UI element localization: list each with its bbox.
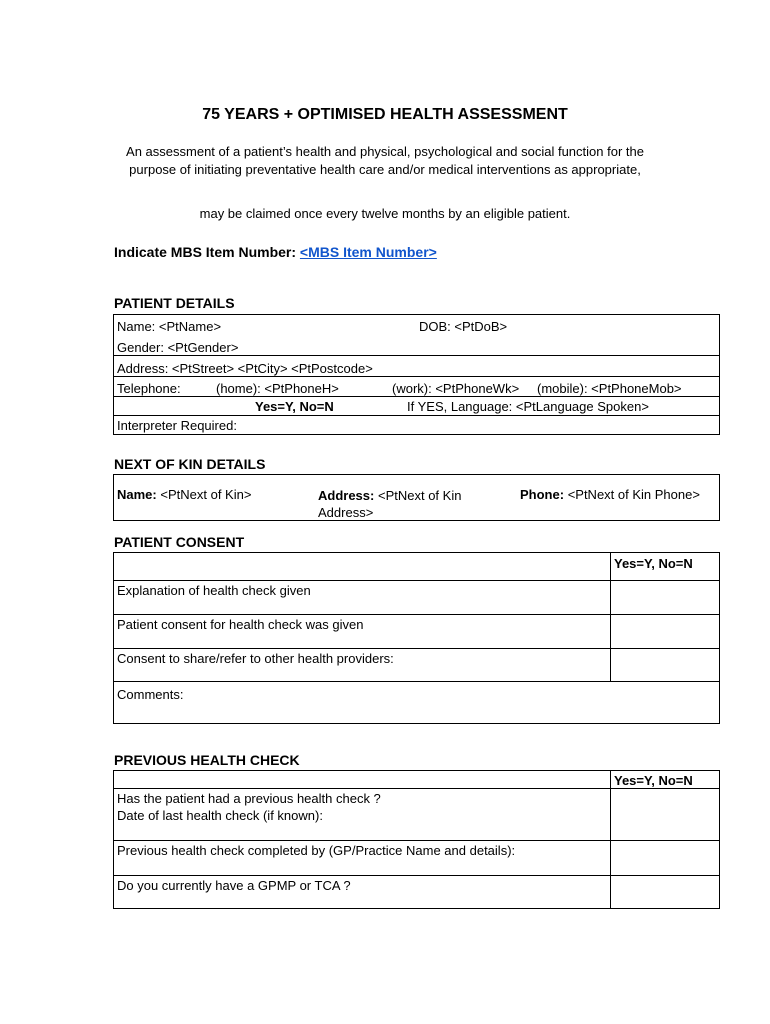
- nok-name-value: <PtNext of Kin>: [160, 487, 252, 502]
- patient-gender: Gender: <PtGender>: [117, 340, 239, 355]
- patient-details-heading: PATIENT DETAILS: [114, 295, 235, 311]
- consent-given: Patient consent for health check was given: [117, 617, 364, 632]
- phone-home: (home): <PtPhoneH>: [216, 381, 339, 396]
- patient-name: Name: <PtName>: [117, 319, 222, 334]
- mbs-label: Indicate MBS Item Number:: [114, 244, 297, 260]
- previous-check-question: Has the patient had a previous health check ?: [117, 791, 381, 806]
- interpreter-required: Interpreter Required:: [117, 418, 237, 433]
- previous-health-check-table: [113, 770, 720, 909]
- nok-name: [117, 487, 251, 502]
- next-of-kin-table: [113, 474, 720, 521]
- consent-yes-no-key: Yes=Y, No=N: [614, 556, 693, 571]
- patient-consent-heading: PATIENT CONSENT: [114, 534, 245, 550]
- mbs-item-row: [114, 244, 437, 260]
- phone-work: (work): <PtPhoneWk>: [392, 381, 520, 396]
- divider: [114, 840, 719, 841]
- divider: [114, 648, 719, 649]
- consent-comments: Comments:: [117, 687, 184, 702]
- gpmp-tca-question: Do you currently have a GPMP or TCA ?: [117, 878, 351, 893]
- previous-yes-no-key: Yes=Y, No=N: [614, 773, 693, 788]
- claim-text: may be claimed once every twelve months by an eligible patient.: [199, 206, 571, 221]
- divider: [114, 875, 719, 876]
- divider: [114, 376, 719, 377]
- nok-address: [318, 487, 461, 521]
- patient-consent-table: [113, 552, 720, 724]
- yes-no-key: Yes=Y, No=N: [255, 399, 334, 414]
- nok-address-value-2: Address>: [318, 505, 374, 520]
- patient-address: Address: <PtStreet> <PtCity> <PtPostcode>: [117, 361, 373, 376]
- mbs-item-number-link[interactable]: <MBS Item Number>: [299, 244, 437, 260]
- nok-phone-value: <PtNext of Kin Phone>: [567, 487, 700, 502]
- nok-name-label: Name:: [117, 487, 157, 502]
- divider: [114, 355, 719, 356]
- divider: [114, 614, 719, 615]
- patient-dob: DOB: <PtDoB>: [419, 319, 508, 334]
- page-title: 75 YEARS + OPTIMISED HEALTH ASSESSMENT: [202, 106, 568, 123]
- divider: [114, 396, 719, 397]
- previous-check-completed-by: Previous health check completed by (GP/Practice Name and details):: [117, 843, 516, 858]
- nok-phone: [520, 487, 700, 502]
- nok-address-label: Address:: [318, 488, 375, 503]
- divider: [114, 681, 719, 682]
- divider: [114, 580, 719, 581]
- patient-details-table: [113, 314, 720, 435]
- consent-share: Consent to share/refer to other health providers:: [117, 651, 394, 666]
- consent-explanation: Explanation of health check given: [117, 583, 311, 598]
- telephone-label: Telephone:: [117, 381, 181, 396]
- divider: [610, 553, 611, 681]
- divider: [114, 788, 719, 789]
- nok-phone-label: Phone:: [520, 487, 565, 502]
- previous-check-date: Date of last health check (if known):: [117, 808, 323, 823]
- nok-address-value: <PtNext of Kin: [377, 488, 462, 503]
- language-spoken: If YES, Language: <PtLanguage Spoken>: [407, 399, 649, 414]
- divider: [114, 415, 719, 416]
- phone-mobile: (mobile): <PtPhoneMob>: [537, 381, 682, 396]
- intro-text: An assessment of a patient’s health and physical, psychological and social function for the purpose of initiating preventative health care and/or medical interventions as appropriate,: [126, 144, 644, 177]
- previous-health-check-heading: PREVIOUS HEALTH CHECK: [114, 752, 300, 768]
- next-of-kin-heading: NEXT OF KIN DETAILS: [114, 456, 266, 472]
